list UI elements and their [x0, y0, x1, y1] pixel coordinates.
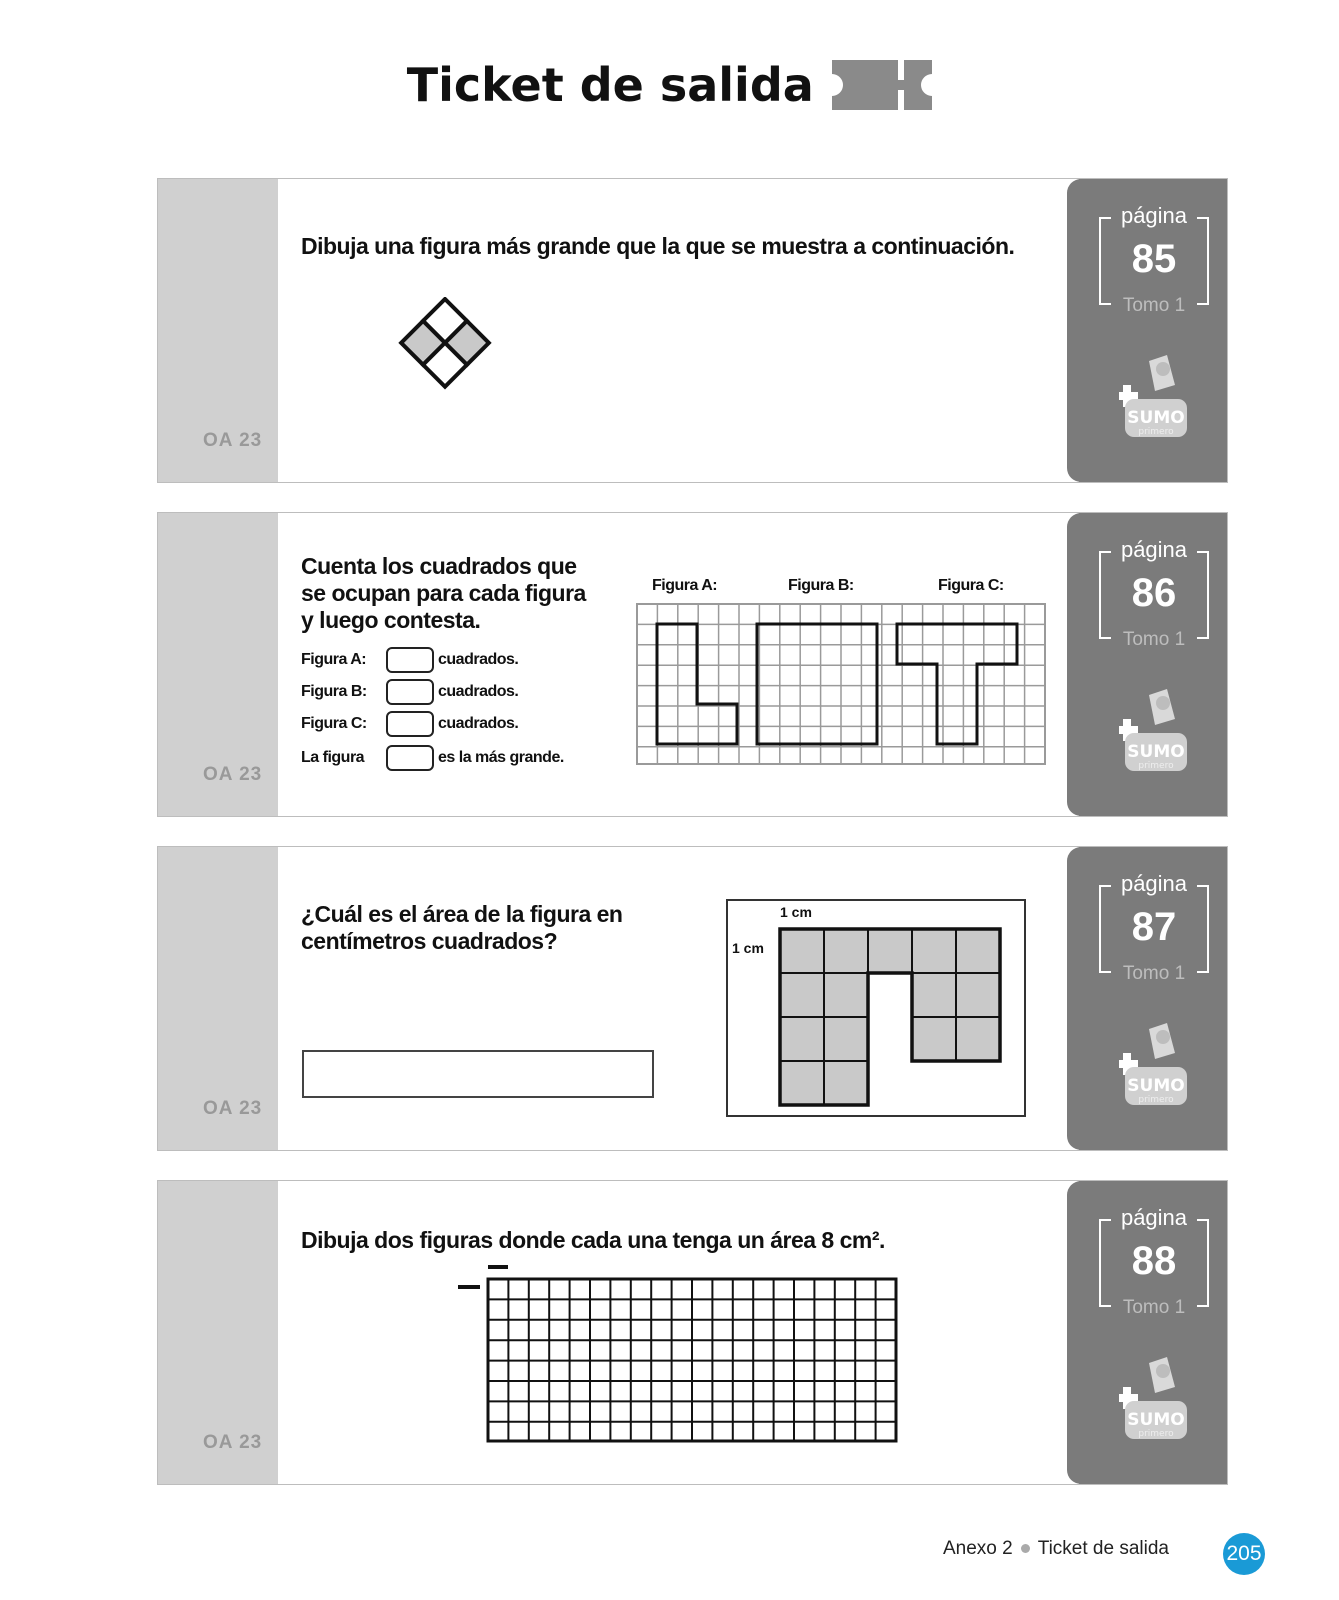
suma-primero-logo: [1119, 1023, 1189, 1109]
question-line: centímetros cuadrados?: [301, 928, 558, 954]
answer-box[interactable]: [386, 711, 434, 737]
unit-top-label: 1 cm: [780, 904, 812, 920]
question-text: Dibuja dos figuras donde cada una tenga un área 8 cm².: [301, 1227, 885, 1253]
svg-text:SUMO: SUMO: [1127, 1076, 1185, 1096]
answer-label: Figura B:: [301, 683, 367, 700]
answer-suffix: es la más grande.: [438, 749, 564, 766]
ticket-page-ref: [1079, 1181, 1227, 1484]
answer-label: Figura A:: [301, 651, 367, 668]
svg-text:SUMO: SUMO: [1127, 408, 1185, 428]
oa-label: OA 23: [203, 1098, 263, 1119]
suma-primero-logo: [1119, 355, 1189, 441]
page-number: 87: [1131, 905, 1177, 949]
page-box: [1099, 1205, 1209, 1318]
suma-primero-logo: [1119, 1357, 1189, 1443]
svg-text:SUMO: SUMO: [1127, 1410, 1185, 1430]
drawing-grid[interactable]: [458, 1265, 898, 1447]
answer-label: Figura C:: [301, 715, 367, 732]
page-number-badge: 205: [1223, 1533, 1265, 1575]
ticket-card: [157, 846, 1228, 1151]
answer-label: La figura: [301, 749, 365, 766]
page-footer: [943, 1538, 1169, 1560]
answer-row-c: [301, 711, 518, 737]
question-line: se ocupan para cada figura: [301, 580, 586, 606]
question-line: y luego contesta.: [301, 607, 481, 633]
page-box: [1099, 871, 1209, 984]
ticket-left-strip: [158, 513, 278, 816]
page-label: página: [1120, 537, 1188, 562]
footer-section: Ticket de salida: [1037, 1538, 1169, 1559]
bullet-icon: [1021, 1544, 1030, 1553]
figure-b-label: Figura B:: [788, 577, 854, 594]
figure-a-label: Figura A:: [652, 577, 718, 594]
question-line: Cuenta los cuadrados que: [301, 553, 577, 579]
suma-primero-logo: [1119, 689, 1189, 775]
oa-label: OA 23: [203, 430, 263, 451]
answer-suffix: cuadrados.: [438, 715, 519, 732]
question-line: ¿Cuál es el área de la figura en: [301, 901, 623, 927]
area-figure: [726, 899, 1028, 1121]
ticket-icon: [832, 60, 932, 110]
diamond-figure: [398, 297, 492, 391]
ticket-card: [157, 1180, 1228, 1485]
page-number: 85: [1131, 237, 1177, 281]
area-answer-input[interactable]: [302, 1050, 654, 1098]
page-label: página: [1120, 871, 1188, 896]
page-number: 88: [1131, 1239, 1177, 1283]
tomo-label: Tomo 1: [1122, 1297, 1186, 1318]
page-title: Ticket de salida: [406, 58, 814, 112]
oa-label: OA 23: [203, 764, 263, 785]
ticket-left-strip: [158, 1181, 278, 1484]
page-label: página: [1120, 1205, 1188, 1230]
unit-left-label: 1 cm: [732, 940, 764, 956]
page-number: 86: [1131, 571, 1177, 615]
counting-grid: [636, 603, 1048, 765]
tomo-label: Tomo 1: [1122, 963, 1186, 984]
oa-label: OA 23: [203, 1432, 263, 1453]
tomo-label: Tomo 1: [1122, 629, 1186, 650]
answer-suffix: cuadrados.: [438, 651, 519, 668]
svg-text:SUMO: SUMO: [1127, 742, 1185, 762]
question-text: [301, 901, 622, 955]
ticket-page-ref: [1079, 513, 1227, 816]
ticket-card: [157, 178, 1228, 483]
ticket-page-ref: [1079, 847, 1227, 1150]
figure-c-label: Figura C:: [938, 577, 1004, 594]
tomo-label: Tomo 1: [1122, 295, 1186, 316]
page-box: [1099, 203, 1209, 316]
answer-row-a: [301, 647, 518, 673]
question-text: Dibuja una figura más grande que la que se muestra a continuación.: [301, 233, 1015, 259]
svg-text:primero: primero: [1138, 1429, 1174, 1439]
ticket-card: [157, 512, 1228, 817]
answer-suffix: cuadrados.: [438, 683, 519, 700]
ticket-left-strip: [158, 847, 278, 1150]
ticket-left-strip: [158, 179, 278, 482]
answer-box[interactable]: [386, 745, 434, 771]
answer-row-largest: [301, 745, 564, 771]
page-label: página: [1120, 203, 1188, 228]
footer-annex: Anexo 2: [942, 1538, 1013, 1559]
svg-text:primero: primero: [1138, 427, 1174, 437]
svg-text:primero: primero: [1138, 761, 1174, 771]
svg-text:primero: primero: [1138, 1095, 1174, 1105]
answer-box[interactable]: [386, 647, 434, 673]
question-text: [301, 553, 586, 634]
answer-row-b: [301, 679, 518, 705]
ticket-page-ref: [1079, 179, 1227, 482]
page-header: [0, 58, 1339, 112]
answer-box[interactable]: [386, 679, 434, 705]
page-box: [1099, 537, 1209, 650]
